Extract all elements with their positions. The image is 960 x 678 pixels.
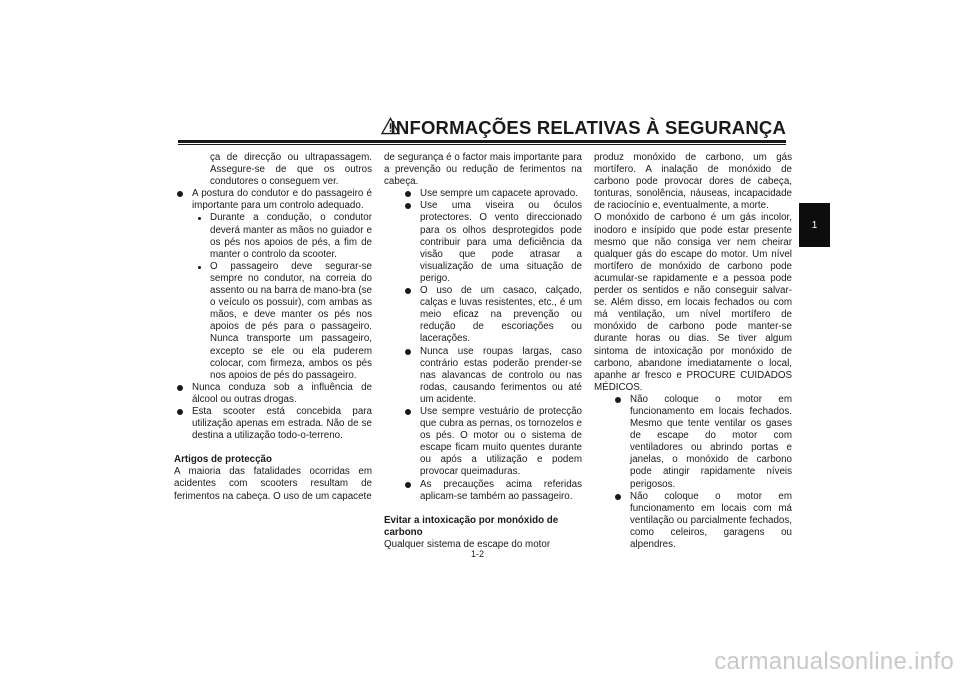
paragraph: O monóxido de carbono é um gás incolor, inodoro e insípido que pode estar presente mesmo que não consiga ver nem cheirar qualquer gás do escape do motor. Um nível mortífero de monóxido de carbono pode acumular-se rapidamente e a pessoa pode perder os sentidos e não conseguir salvar-se. Além disso, em locais fechados ou com má ventilação, um nível mortífero de monóxido de carbono pode manter-se durante horas ou dias. Se tiver algum sintoma de intoxicação por monóxido de carbono, abandone imediatamente o local, apanhe ar fresco e PROCURE CUIDADOS MÉDICOS. [594, 212, 792, 393]
bullet-item: Use sempre vestuário de protecção que cubra as pernas, os tornozelos e os pés. O motor ou o sistema de escape ficam muito quentes durante ou após a utilização e podem provocar queimaduras. [402, 406, 582, 479]
page-number: 1-2 [471, 549, 485, 559]
bullet-item: Não coloque o motor em funcionamento em locais fechados. Mesmo que tente ventilar os gases de escape do motor com ventiladores ou abrindo portas e janelas, o monóxido de carbono pode atingir rapidamente níveis perigosos. [612, 394, 792, 491]
paragraph: A maioria das fatalidades ocorridas em acidentes com scooters resultam de ferimentos na cabeça. O uso de um capacete [174, 466, 372, 502]
paragraph: produz monóxido de carbono, um gás mortífero. A inalação de monóxido de carbono pode provocar dores de cabeça, tonturas, sonolência, náuseas, incapacidade de raciocínio e, eventualmente, a morte. [594, 152, 792, 212]
sub-bullet-item: O passageiro deve segurar-se sempre no condutor, na correia do assento ou na barra de mano-bra (se o veículo os possuir), com ambas as mãos, e deve manter os pés nos apoios de pés para o passageiro. Nunca transporte um passageiro, excepto se ele ou ela puderem colocar, com firmeza, ambos os pés nos apoios de pés do passageiro. [192, 261, 372, 382]
bullet-item: Use uma viseira ou óculos protectores. O vento direccionado para os olhos desprotegidos pode contribuir para uma deficiência da visão que pode atrasar a visualização de uma situação de perigo. [402, 200, 582, 285]
bullet-item: Nunca conduza sob a influência de álcool ou outras drogas. [174, 382, 372, 406]
bullet-item: As precauções acima referidas aplicam-se também ao passageiro. [402, 479, 582, 503]
paragraph: de segurança é o factor mais importante para a prevenção ou redução de ferimentos na cabeça. [384, 152, 582, 188]
column-2 [384, 152, 582, 551]
column-1 [174, 152, 372, 503]
bullet-item: Esta scooter está concebida para utilização apenas em estrada. Não de se destina a utilização todo-o-terreno. [174, 406, 372, 442]
continued-text: ça de direcção ou ultrapassagem. Assegure-se de que os outros condutores o conseguem ver. [210, 152, 372, 188]
column-3 [594, 152, 792, 551]
header-divider [178, 144, 786, 145]
bullet-item: Use sempre um capacete aprovado. [402, 188, 582, 200]
bullet-item: Não coloque o motor em funcionamento em locais com má ventilação ou parcialmente fechados, como celeiros, garagens ou alpendres. [612, 491, 792, 551]
page-title: INFORMAÇÕES RELATIVAS À SEGURANÇA [390, 117, 786, 138]
chapter-tab[interactable]: 1 [799, 203, 830, 247]
bullet-item: Nunca use roupas largas, caso contrário estas poderão prender-se nas alavancas de controlo ou nas rodas, causando ferimentos ou até um acidente. [402, 346, 582, 406]
sub-bullet-item: Durante a condução, o condutor deverá manter as mãos no guiador e os pés nos apoios de pés, a fim de manter o controlo da scooter. [192, 212, 372, 260]
page-header [178, 114, 786, 143]
watermark: carmanualsonline.info [714, 648, 954, 675]
section-heading: Artigos de protecção [174, 454, 272, 466]
section-heading: Evitar a intoxicação por monóxido de carbono [384, 514, 559, 538]
bullet-item: O uso de um casaco, calçado, calças e luvas resistentes, etc., é um meio eficaz na prevenção ou redução de escoriações ou lacerações. [402, 285, 582, 345]
paragraph: Qualquer sistema de escape do motor [384, 538, 551, 550]
bullet-item: A postura do condutor e do passageiro é importante para um controlo adequado. [174, 188, 372, 212]
